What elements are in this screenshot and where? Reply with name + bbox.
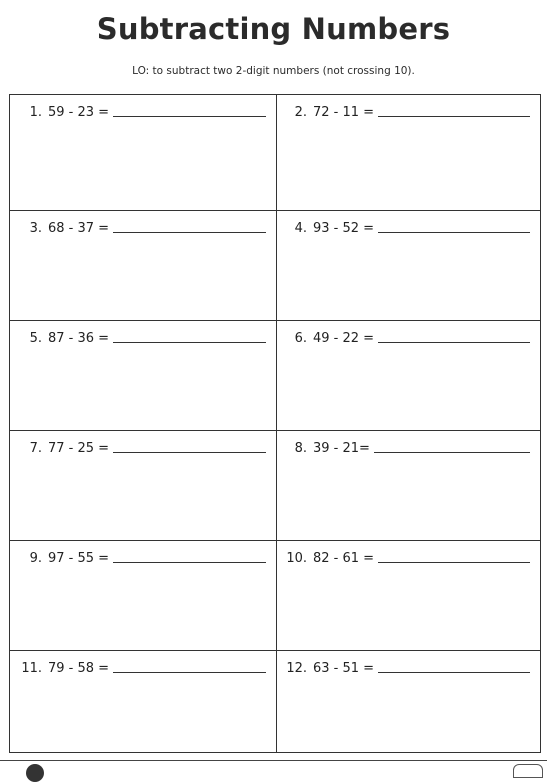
- question-10: [277, 551, 530, 566]
- question-cell-10: [277, 541, 540, 651]
- question-cell-7: [10, 431, 277, 541]
- question-grid: [9, 94, 541, 753]
- answer-line[interactable]: [113, 671, 266, 673]
- answer-line[interactable]: [374, 451, 530, 453]
- footer-logo-icon: [26, 764, 44, 782]
- answer-line[interactable]: [113, 341, 266, 343]
- question-8: [277, 441, 530, 456]
- question-expression: 93 - 52 =: [313, 221, 375, 236]
- answer-line[interactable]: [378, 561, 530, 563]
- question-cell-9: [10, 541, 277, 651]
- answer-line[interactable]: [113, 115, 266, 117]
- question-cell-6: [277, 321, 540, 431]
- question-2: [277, 105, 530, 120]
- footer-divider: [0, 760, 547, 761]
- question-expression: 39 - 21=: [313, 441, 370, 456]
- question-cell-8: [277, 431, 540, 541]
- question-expression: 63 - 51 =: [313, 661, 375, 676]
- question-expression: 82 - 61 =: [313, 551, 375, 566]
- question-expression: 59 - 23 =: [48, 105, 110, 120]
- question-number: 11.: [21, 661, 42, 676]
- question-cell-4: [277, 211, 540, 321]
- question-5: [10, 331, 266, 346]
- question-number: 3.: [29, 221, 42, 236]
- footer-badge-icon: [513, 764, 543, 778]
- learning-objective: LO: to subtract two 2-digit numbers (not crossing 10).: [132, 65, 415, 77]
- question-expression: 72 - 11 =: [313, 105, 375, 120]
- question-number: 7.: [29, 441, 42, 456]
- question-number: 1.: [29, 105, 42, 120]
- page-title: Subtracting Numbers: [96, 12, 451, 46]
- question-number: 12.: [286, 661, 307, 676]
- question-number: 9.: [29, 551, 42, 566]
- question-3: [10, 221, 266, 236]
- question-number: 10.: [286, 551, 307, 566]
- answer-line[interactable]: [378, 671, 530, 673]
- question-6: [277, 331, 530, 346]
- question-expression: 68 - 37 =: [48, 221, 110, 236]
- question-cell-11: [10, 651, 277, 752]
- question-expression: 97 - 55 =: [48, 551, 110, 566]
- answer-line[interactable]: [378, 341, 530, 343]
- question-1: [10, 105, 266, 120]
- question-cell-1: [10, 95, 277, 211]
- question-number: 6.: [294, 331, 307, 346]
- answer-line[interactable]: [378, 115, 530, 117]
- question-cell-12: [277, 651, 540, 752]
- question-number: 2.: [294, 105, 307, 120]
- answer-line[interactable]: [113, 451, 266, 453]
- answer-line[interactable]: [113, 561, 266, 563]
- question-4: [277, 221, 530, 236]
- question-cell-5: [10, 321, 277, 431]
- question-12: [277, 661, 530, 676]
- question-expression: 87 - 36 =: [48, 331, 110, 346]
- answer-line[interactable]: [378, 231, 530, 233]
- question-number: 5.: [29, 331, 42, 346]
- question-9: [10, 551, 266, 566]
- question-11: [10, 661, 266, 676]
- question-7: [10, 441, 266, 456]
- question-expression: 77 - 25 =: [48, 441, 110, 456]
- answer-line[interactable]: [113, 231, 266, 233]
- question-cell-2: [277, 95, 540, 211]
- question-cell-3: [10, 211, 277, 321]
- question-number: 8.: [294, 441, 307, 456]
- question-expression: 49 - 22 =: [313, 331, 375, 346]
- question-expression: 79 - 58 =: [48, 661, 110, 676]
- question-number: 4.: [294, 221, 307, 236]
